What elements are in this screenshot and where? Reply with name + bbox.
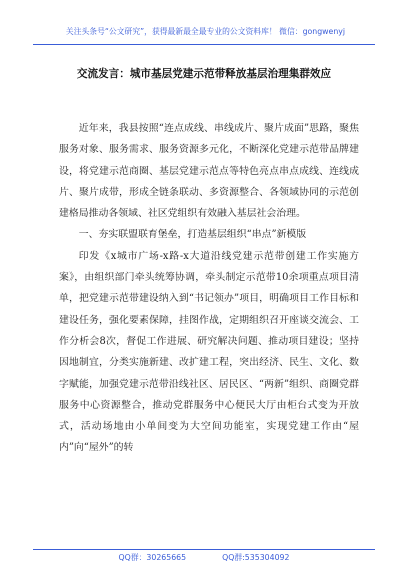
footer-divider <box>33 549 375 550</box>
paragraph-section-1: 印发《x城市广场-x路-x大道沿线党建示范带创建工作实施方案》，由组织部门牵头统筹协调，牵头制定示范带10余项重点项目清单，把党建示范带建设纳入到“书记领办”项目，明确项目工作目标和建设任务，强化要素保障，挂图作战，定期组织召开座谈交流会、工作分析会8次，督促工作进展、研究解决问题、推动项目建设；坚持因地制宜，分类实施新建、改扩建工程，突出经济、民生、文化、数字赋能，加强党建示范带沿线社区、居民区、“两新”组织、商圈党群服务中心资源整合，推动党群服务中心便民大厅由柜台式变为开放式，活动场地由小单间变为大空间功能室，实现党建工作由“屋内”向“屋外”的转 <box>59 250 359 454</box>
header-divider <box>33 44 375 45</box>
section-heading: 一、夯实联盟联育堡垒，打造基层组织“串点”新模版 <box>78 229 307 241</box>
header-banner: 关注头条号“公文研究”，获得最新最全最专业的公文资料库！ 微信：gongwenyj <box>65 27 346 36</box>
document-body <box>59 118 359 459</box>
paragraph-intro: 近年来，我县按照“连点成线、串线成片、聚片成面”思路，聚焦服务对象、服务需求、服务资源多元化，不断深化党建示范带品牌建设，将党建示范商圈、基层党建示范点等特色亮点串点成线、连线成片、聚片成带，形成全链条联动、多资源整合、各领域协同的示范创建格局推动各领域、社区党组织有效融入基层社会治理。 <box>59 123 359 220</box>
footer-qq-group-1: QQ群：30265665 <box>118 553 187 562</box>
footer-qq-group-2: QQ群:535304092 <box>222 553 290 562</box>
footer <box>0 552 408 563</box>
document-title: 交流发言：城市基层党建示范带释放基层治理集群效应 <box>76 68 332 80</box>
